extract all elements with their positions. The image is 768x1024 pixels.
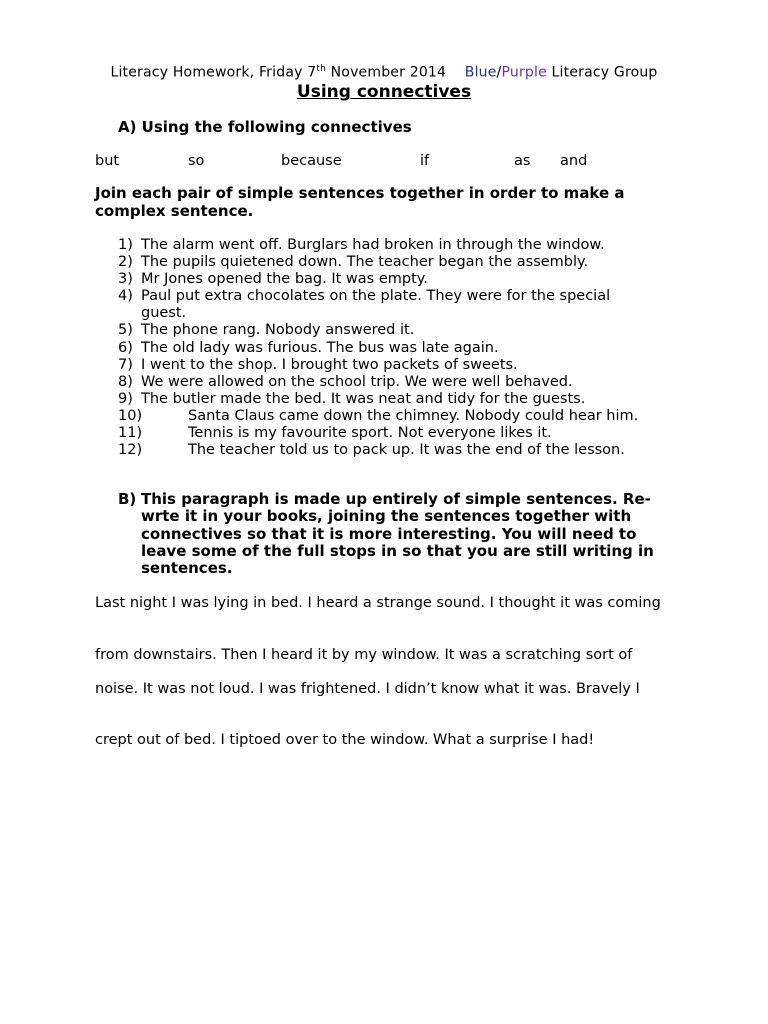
section-a-instruction: Join each pair of simple sentences together in order to make a complex sentence. (95, 184, 625, 220)
item-text: The teacher told us to pack up. It was the end of the lesson. (188, 442, 625, 459)
paragraph-line: Last night I was lying in bed. I heard a strange sound. I thought it was coming (95, 595, 661, 611)
paragraph-line: noise. It was not loud. I was frightened. I didn’t know what it was. Bravely I (95, 681, 640, 697)
list-item (118, 374, 678, 391)
item-text: The pupils quietened down. The teacher began the assembly. (141, 254, 589, 271)
list-item (118, 288, 678, 322)
header-line (0, 64, 768, 81)
group-blue: Blue (464, 64, 497, 81)
connective-word: but (95, 153, 120, 169)
connectives-row (0, 153, 768, 173)
item-number: 9) (118, 390, 133, 407)
item-number: 3) (118, 271, 133, 288)
item-text: We were allowed on the school trip. We were well behaved. (141, 373, 573, 390)
item-text: Santa Claus came down the chimney. Nobody could hear him. (188, 407, 639, 424)
item-text: The old lady was furious. The bus was late again. (141, 339, 499, 356)
item-text: I went to the shop. I brought two packets of sweets. (141, 356, 518, 373)
page-title: Using connectives (296, 82, 472, 102)
item-number: 12) (118, 442, 143, 459)
section-b-label: B) (118, 490, 137, 508)
item-number: 7) (118, 356, 133, 373)
group-purple: Purple (501, 64, 547, 81)
item-number: 8) (118, 373, 133, 390)
item-text: The phone rang. Nobody answered it. (141, 322, 415, 339)
list-item (118, 254, 678, 271)
paragraph-line: from downstairs. Then I heard it by my window. It was a scratching sort of (95, 647, 633, 663)
list-item (118, 271, 678, 288)
item-text: Paul put extra chocolates on the plate. They were for the special guest. (141, 288, 611, 322)
header-date-rest: November 2014 (325, 64, 447, 81)
item-text: The butler made the bed. It was neat and tidy for the guests. (141, 390, 586, 407)
group-label: Literacy Group (546, 64, 658, 81)
list-item (118, 408, 678, 425)
header-date: Literacy Homework, Friday 7 (110, 64, 317, 81)
connective-word: if (420, 153, 430, 169)
list-item (118, 322, 678, 339)
list-item (118, 357, 678, 374)
item-number: 4) (118, 288, 133, 305)
item-text: Mr Jones opened the bag. It was empty. (141, 271, 428, 288)
section-b-instruction (118, 491, 678, 577)
connective-word: and (560, 153, 588, 169)
list-item (118, 340, 678, 357)
section-a-heading: A) Using the following connectives (118, 118, 412, 136)
list-item (118, 442, 678, 459)
item-number: 2) (118, 254, 133, 271)
connective-word: so (188, 153, 205, 169)
list-item (118, 425, 678, 442)
list-item (118, 237, 678, 254)
item-number: 6) (118, 339, 133, 356)
header-date-suffix: th (316, 64, 326, 74)
list-item (118, 391, 678, 408)
connective-word: as (514, 153, 531, 169)
connective-word: because (281, 153, 342, 169)
section-b-text: This paragraph is made up entirely of simple sentences. Re-wrte it in your books, joining the sentences together with connectives so that it is more interesting. You will need to leave some of the full stops in so that you are still writing in sentences. (141, 490, 654, 578)
group-slash: / (496, 64, 502, 81)
paragraph-line: crept out of bed. I tiptoed over to the window. What a surprise I had! (95, 732, 595, 748)
item-number: 11) (118, 425, 143, 442)
item-number: 1) (118, 237, 133, 253)
sentence-list (118, 237, 678, 459)
item-text: Tennis is my favourite sport. Not everyone likes it. (188, 425, 552, 442)
item-text: The alarm went off. Burglars had broken in through the window. (141, 237, 605, 253)
item-number: 10) (118, 407, 143, 424)
item-number: 5) (118, 322, 133, 339)
